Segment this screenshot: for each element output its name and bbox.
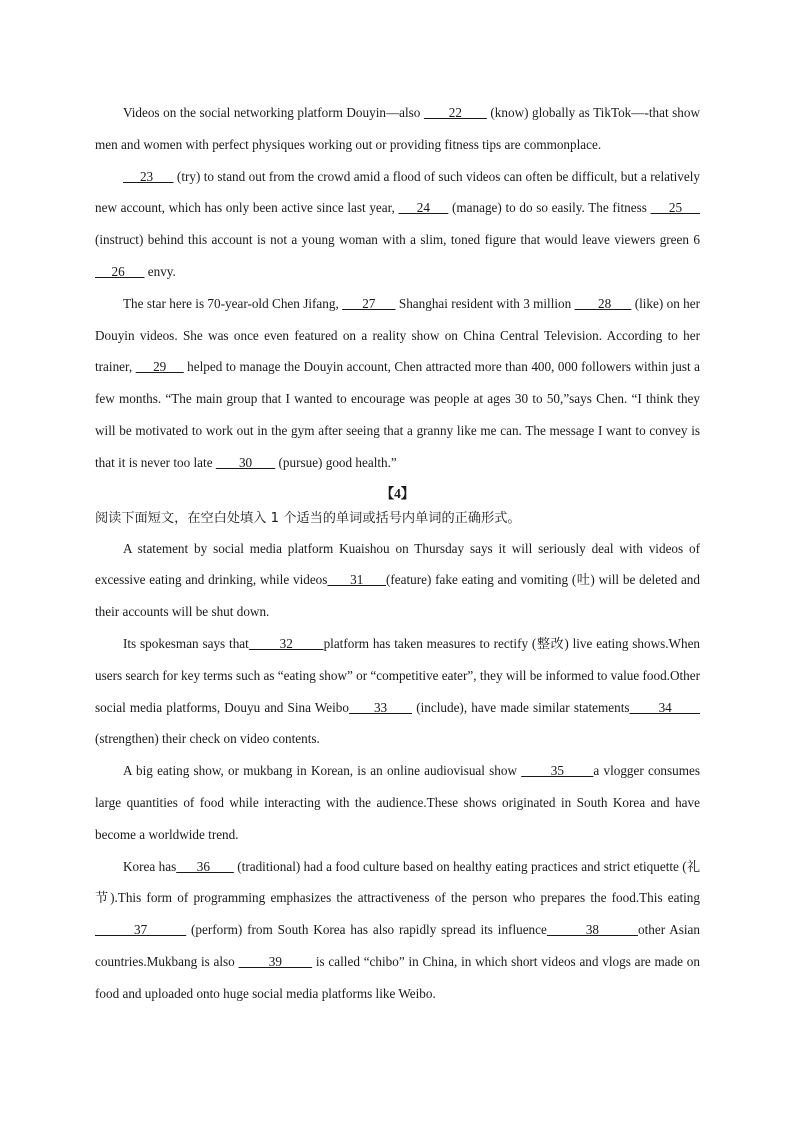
text: A big eating show, or mukbang in Korean, is an online audiovisual show [123, 763, 522, 779]
text: (perform) from South Korea has also rapidly spread its influence [186, 922, 547, 938]
text: Shanghai resident with 3 million [395, 295, 575, 311]
passage3-paragraph-1 [95, 97, 700, 161]
text: (instruct) behind this account is not a young woman with a slim, toned figure that would leave viewers green 6 [95, 232, 700, 248]
blank-39: 39 [238, 953, 313, 969]
passage3-paragraph-2 [95, 161, 700, 288]
blank-30: 30 [215, 454, 276, 470]
blank-34: 34 [629, 699, 700, 715]
blank-31: 31 [327, 572, 386, 588]
text: (know) globally as TikTok—-that show men and women with perfect physiques working out or providing fitness tips are commonplace. [95, 105, 701, 152]
section4-paragraph-2 [95, 628, 700, 755]
text: is called “chibo” in China, in which short videos and vlogs are made on food and uploaded onto huge social media platforms like Weibo. [95, 953, 700, 1001]
text: Videos on the social networking platform Douyin—also [123, 105, 424, 120]
text: (strengthen) their check on video contents. [95, 731, 320, 747]
text: other Asian countries.Mukbang is also [95, 922, 701, 969]
text: (try) to stand out from the crowd amid a flood of such videos can often be difficult, but a relatively new account, which has only been active since last year, [95, 168, 701, 216]
blank-29: 29 [135, 359, 184, 375]
document-page [95, 97, 700, 1010]
section-instruction: 阅读下面短文，在空白处填入 1 个适当的单词或括号内单词的正确形式。 [95, 510, 521, 526]
blank-25: 25 [650, 200, 701, 216]
blank-38: 38 [546, 922, 638, 938]
text: (include), have made similar statements [412, 699, 630, 715]
text: (pursue) good health.” [275, 454, 397, 470]
text: (feature) fake eating and vomiting (吐) will be deleted and their accounts will be shut down. [95, 572, 700, 620]
text: a vlogger consumes large quantities of food while interacting with the audience.These shows originated in South Korea and have become a worldwide trend. [95, 763, 700, 842]
blank-27: 27 [342, 295, 396, 311]
blank-36: 36 [176, 858, 234, 874]
passage3-paragraph-3 [95, 288, 700, 479]
blank-28: 28 [574, 295, 632, 311]
blank-37: 37 [95, 922, 187, 938]
section4-paragraph-4 [95, 851, 700, 1010]
text: (traditional) had a food culture based on healthy eating practices and strict etiquette (礼节).This form of programming emphasizes the attractiveness of the person who prepares the food.This eating [95, 858, 701, 906]
section-heading: 【4】 [380, 485, 415, 501]
blank-22: 22 [423, 105, 487, 120]
text: envy. [144, 263, 176, 279]
text: Korea has [123, 858, 177, 874]
blank-26: 26 [95, 263, 145, 279]
blank-33: 33 [349, 699, 413, 715]
text: (like) on her Douyin videos. She was once even featured on a reality show on China Central Television. According to her trainer, [95, 295, 700, 375]
blank-23: 23 [123, 168, 174, 184]
text: A statement by social media platform Kuaishou on Thursday says it will seriously deal with videos of excessive eating and drinking, while videos [95, 540, 700, 588]
section4-paragraph-3 [95, 755, 700, 850]
blank-35: 35 [521, 763, 594, 779]
blank-24: 24 [398, 200, 449, 216]
section4-paragraph-1 [95, 533, 700, 628]
text: Its spokesman says that [123, 635, 249, 651]
text: (manage) to do so easily. The fitness [448, 200, 651, 216]
text: The star here is 70-year-old Chen Jifang, [123, 295, 343, 311]
blank-32: 32 [248, 635, 324, 651]
text: platform has taken measures to rectify (整改) live eating shows.When users search for key terms such as “eating show” or “competitive eater”, they will be informed to value food.Other social media platforms, Douyu and Sina Weibo [95, 635, 701, 715]
text: helped to manage the Douyin account, Chen attracted more than 400, 000 followers within just a few months. “The main group that I wanted to encourage was people at ages 30 to 50,”says Chen. “I think they will be motivated to work out in the gym after seeing that a granny like me can. The message I want to convey is that it is never too late [95, 359, 701, 470]
